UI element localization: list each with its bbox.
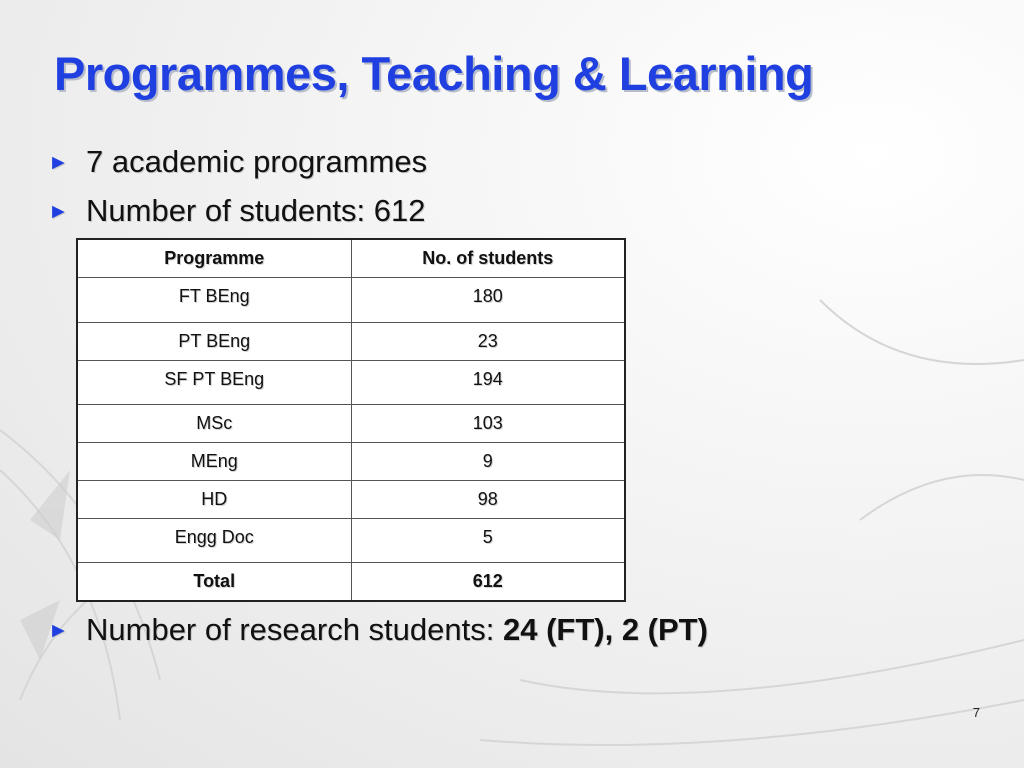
arrow-bullet-icon: ►: [48, 619, 69, 642]
cell-programme: Engg Doc: [77, 519, 351, 563]
cell-students: 23: [351, 323, 625, 361]
arrow-bullet-icon: ►: [48, 151, 69, 174]
table-row: [77, 443, 625, 481]
bullet-text: 7 academic programmes: [86, 144, 428, 179]
header-programme: Programme: [77, 239, 351, 278]
bullet-item: [48, 187, 427, 236]
bullet-list: [48, 138, 427, 236]
research-label: Number of research students:: [86, 612, 503, 647]
table-row: [77, 405, 625, 443]
table-header-row: [77, 239, 625, 278]
cell-programme: PT BEng: [77, 323, 351, 361]
cell-total-value: 612: [351, 563, 625, 602]
cell-students: 9: [351, 443, 625, 481]
table-row: [77, 323, 625, 361]
cell-students: 194: [351, 361, 625, 405]
table-row: [77, 278, 625, 323]
bullet-item: [48, 138, 427, 187]
cell-students: 5: [351, 519, 625, 563]
students-table: [76, 238, 626, 602]
research-bullet-list: [48, 606, 708, 655]
cell-students: 98: [351, 481, 625, 519]
cell-programme: SF PT BEng: [77, 361, 351, 405]
cell-programme: MEng: [77, 443, 351, 481]
cell-programme: MSc: [77, 405, 351, 443]
header-no-of-students: No. of students: [351, 239, 625, 278]
bullet-item: [48, 606, 708, 655]
cell-programme: HD: [77, 481, 351, 519]
cell-programme: FT BEng: [77, 278, 351, 323]
arrow-bullet-icon: ►: [48, 200, 69, 223]
cell-students: 103: [351, 405, 625, 443]
table-row: [77, 519, 625, 563]
page-number: 7: [972, 705, 980, 720]
research-value: 24 (FT), 2 (PT): [502, 612, 708, 647]
bullet-text: Number of students: 612: [86, 193, 426, 228]
table-total-row: [77, 563, 625, 602]
cell-total-label: Total: [77, 563, 351, 602]
table-row: [77, 361, 625, 405]
table-row: [77, 481, 625, 519]
cell-students: 180: [351, 278, 625, 323]
slide-title: Programmes, Teaching & Learning: [54, 47, 814, 100]
